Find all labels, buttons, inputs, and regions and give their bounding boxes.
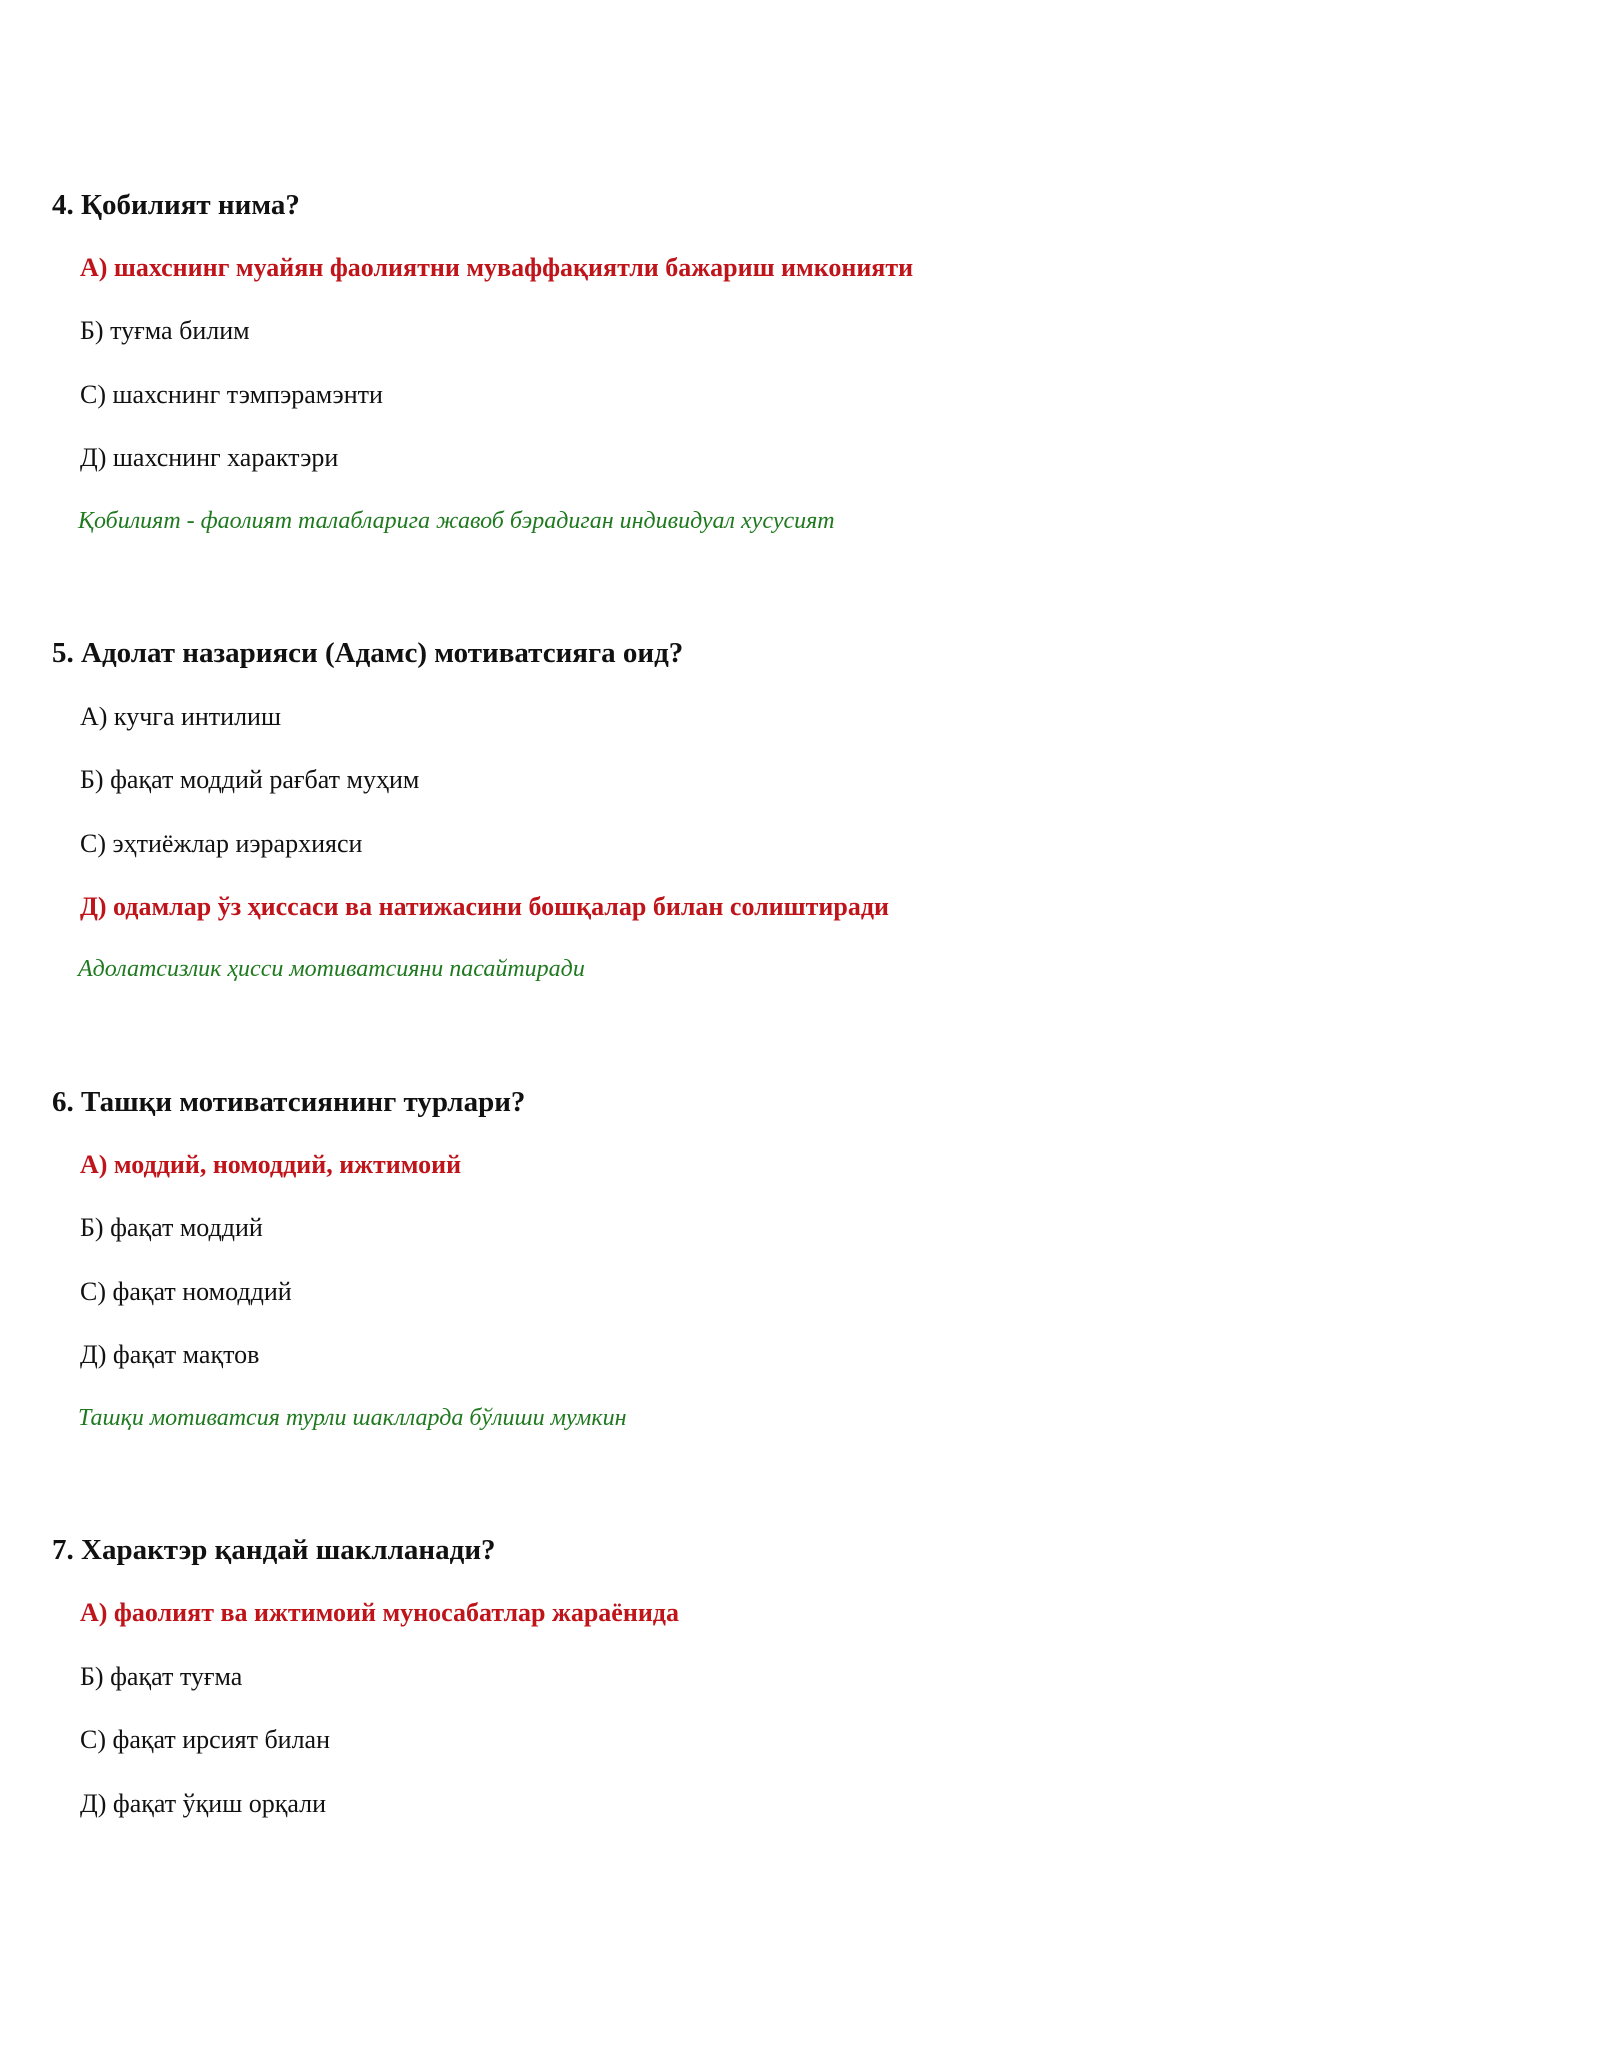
question-title: 4. Қобилият нима? — [52, 189, 300, 221]
answer-option: Б) фақат моддий рағбат муҳим — [80, 765, 420, 794]
answer-option: Б) фақат моддий — [80, 1213, 263, 1242]
answer-option: Д) одамлар ўз ҳиссаси ва натижасини бошқалар билан солиштиради — [80, 892, 889, 921]
answer-option: С) эҳтиёжлар иэрархияси — [80, 829, 363, 858]
answer-option: А) моддий, номоддий, ижтимоий — [80, 1150, 462, 1179]
answer-option: Д) фақат ўқиш орқали — [80, 1789, 326, 1818]
question-title: 6. Ташқи мотиватсиянинг турлари? — [52, 1086, 526, 1118]
question-title: 5. Адолат назарияси (Адамс) мотиватсияга оид? — [52, 637, 684, 669]
answer-option: Д) шахснинг характэри — [80, 443, 339, 472]
answer-option: С) шахснинг тэмпэрамэнти — [80, 380, 383, 409]
answer-explanation: Қобилият - фаолият талабларига жавоб бэрадиган индивидуал хусусият — [78, 508, 835, 534]
answer-option: А) шахснинг муайян фаолиятни муваффақиятли бажариш имконияти — [80, 253, 914, 282]
answer-option: Б) фақат туғма — [80, 1662, 243, 1691]
answer-option: А) фаолият ва ижтимоий муносабатлар жараёнида — [80, 1598, 679, 1627]
answer-option: А) кучга интилиш — [80, 702, 281, 731]
answer-option: С) фақат ирсият билан — [80, 1725, 331, 1754]
answer-option: Д) фақат мақтов — [80, 1340, 260, 1369]
answer-option: Б) туғма билим — [80, 316, 250, 345]
answer-explanation: Адолатсизлик ҳисси мотиватсияни пасайтиради — [78, 956, 585, 982]
question-title: 7. Характэр қандай шаклланади? — [52, 1534, 496, 1566]
answer-option: С) фақат номоддий — [80, 1277, 292, 1306]
answer-explanation: Ташқи мотиватсия турли шаклларда бўлиши мумкин — [78, 1405, 627, 1431]
